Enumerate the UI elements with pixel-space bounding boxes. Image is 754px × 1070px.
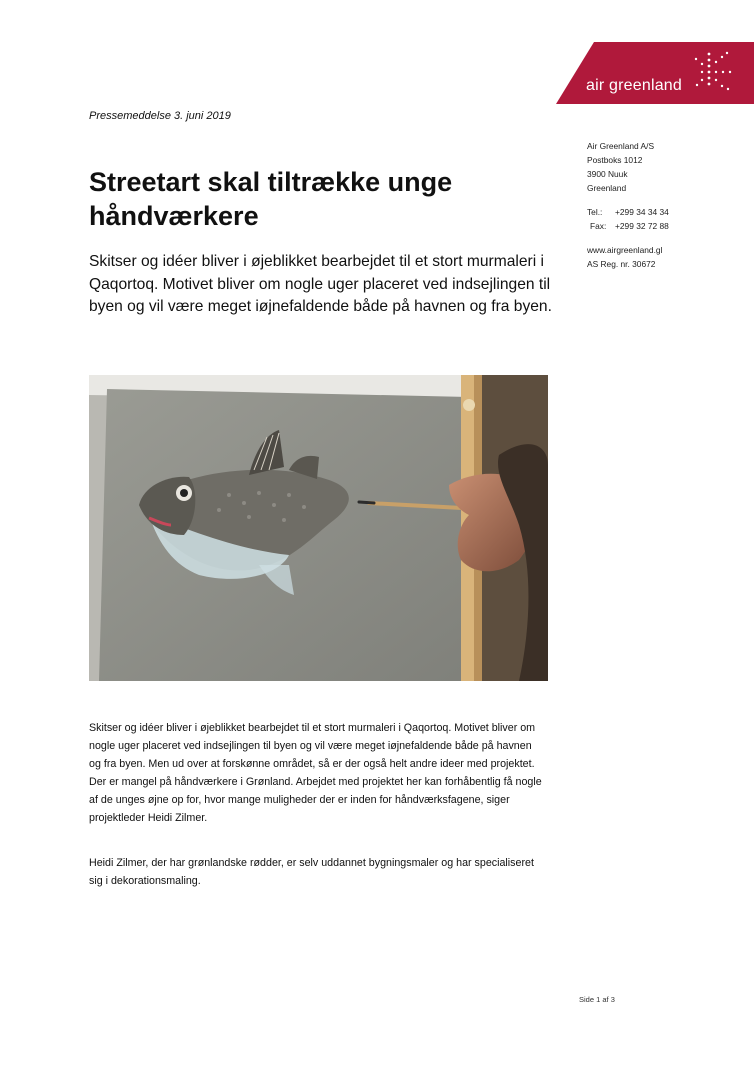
logo-text: air greenland xyxy=(586,77,682,94)
contact-address-line2: 3900 Nuuk xyxy=(587,169,628,179)
contact-block xyxy=(587,139,669,271)
contact-tel-value: +299 34 34 34 xyxy=(615,207,669,217)
contact-address-line1: Postboks 1012 xyxy=(587,155,643,165)
contact-tel-label: Tel.: xyxy=(587,207,603,217)
contact-company: Air Greenland A/S xyxy=(587,141,655,151)
fish-painting-photo xyxy=(89,375,548,681)
body-paragraph-2: Heidi Zilmer, der har grønlandske rødder, er selv uddannet bygningsmaler og har specialiseret sig i dekorationsmaling. xyxy=(89,857,534,887)
contact-fax-row xyxy=(587,219,669,233)
air-greenland-logo xyxy=(556,42,754,104)
contact-website-link[interactable]: www.airgreenland.gl xyxy=(587,245,663,255)
press-release-date: Pressemeddelse 3. juni 2019 xyxy=(89,110,231,122)
page-number: Side 1 af 3 xyxy=(579,995,615,1004)
lead-paragraph: Skitser og idéer bliver i øjeblikket bearbejdet til et stort murmaleri i Qaqortoq. Motivet bliver om nogle uger placeret ved indsejlingen til byen og vil være meget iøjnefaldende både på havnen og fra byen. xyxy=(89,253,552,315)
contact-reg-number: AS Reg. nr. 30672 xyxy=(587,259,656,269)
contact-tel-row xyxy=(587,205,669,219)
contact-address-line3: Greenland xyxy=(587,183,627,193)
page-title: Streetart skal tiltrække unge håndværkere xyxy=(89,167,453,231)
contact-fax-label: Fax: xyxy=(590,221,607,231)
photo-illustration xyxy=(89,375,548,681)
body-paragraph-1: Skitser og idéer bliver i øjeblikket bearbejdet til et stort murmaleri i Qaqortoq. Motivet bliver om nogle uger placeret ved indsejlingen til byen og vil være meget iøjnefaldende både på havnen og fra byen. Men ud over at forskønne området, så er der også helt andre ideer med projektet. Der er mangel på håndværkere i Grønland. Arbejdet med projektet her kan forhåbentlig få nogle af de unges øjne op for, hvor mange muligheder der er inden for håndværksfagene, siger projektleder Heidi Zilmer. xyxy=(89,722,542,824)
contact-fax-value: +299 32 72 88 xyxy=(615,221,669,231)
